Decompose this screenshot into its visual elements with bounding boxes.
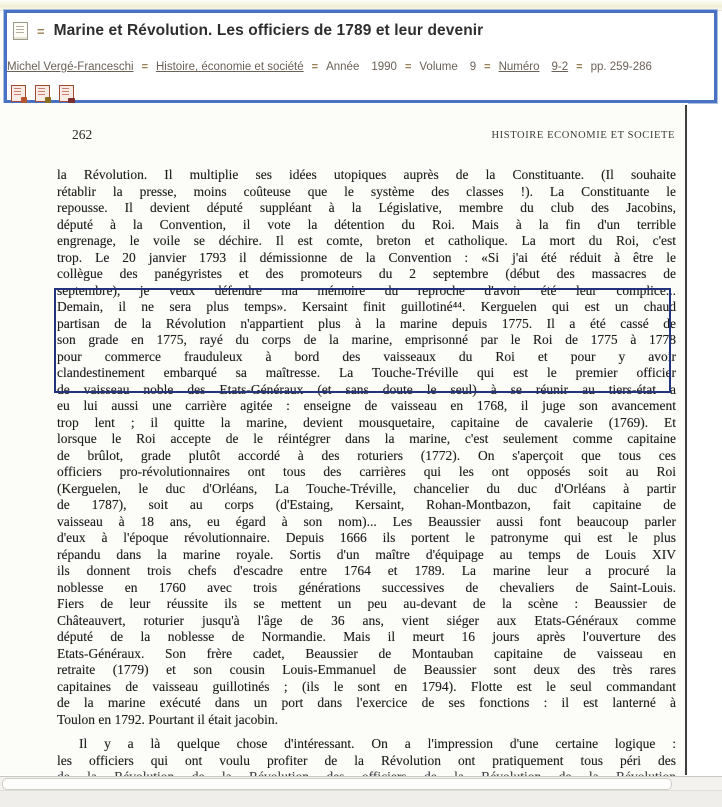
- scan-text-line: Il y a là quelque chose d'intéressant. On a l'impression d'une certaine logique :: [79, 736, 676, 751]
- scan-text-line: (Kerguelen, le duc d'Orléans, La Touche-Tréville, chancelier du duc d'Orléans à partir: [57, 480, 676, 496]
- scan-text-line: retraite (1779) et son cousin Louis-Emmanuel de Beaussier sont deux des très rares: [57, 662, 676, 677]
- horizontal-scrollbar[interactable]: [0, 776, 722, 790]
- scan-text-line: Châteauvert, roturier jusqu'à l'âge de 36 ans, vient siéger aux Etats-Généraux comme: [57, 612, 676, 628]
- article-header-card: [4, 10, 717, 103]
- scan-text-line: vaisseau à 18 ans, eu égard à son nom)... Les Beaussier aussi font beaucoup parler: [57, 513, 676, 529]
- separator-icon: =: [141, 61, 148, 73]
- scan-text-line: de 1787), soit au corps (d'Estaing, Kersaint, Rohan-Montbazon, fait capitaine de: [57, 497, 676, 512]
- scan-text-line: noblesse en 1760 avec trois générations successives de chevaliers de Saint-Louis.: [57, 579, 676, 595]
- pdf-icon[interactable]: [59, 85, 74, 102]
- scan-text-line: collègue des panégyristes et des promoteurs du 2 septembre (début des massacres de: [57, 266, 676, 281]
- issue-label: Numéro: [498, 61, 540, 73]
- separator-icon: =: [576, 61, 583, 73]
- scan-text-line: trop lent ; il quitte la marine, devient mousquetaire, capitaine de cavalerie (1769). Et: [57, 414, 676, 430]
- scan-body-text: [57, 167, 676, 775]
- scan-text-line: officiers pro-révolutionnaires ont tous des carrières qui les ont opposés soit au Roi: [57, 464, 676, 479]
- document-icon: [13, 22, 28, 40]
- scan-text-line: partisan de la Révolution n'appartient plus à la marine depuis 1775. Il a été cassé de: [57, 315, 676, 331]
- scan-text-line: député à la Convention, il vote la détention du Roi. Mais à la fin d'un terrible: [57, 216, 676, 232]
- separator-icon: =: [37, 23, 45, 39]
- year-field: [326, 61, 397, 73]
- running-header: HISTOIRE ECONOMIE ET SOCIETE: [491, 130, 675, 141]
- cite-icon[interactable]: [11, 85, 26, 102]
- scanned-page: [0, 103, 688, 775]
- metadata-row: [7, 61, 712, 73]
- volume-value: 9: [469, 61, 477, 73]
- year-label: Année: [326, 61, 360, 73]
- paragraph-1: [57, 167, 676, 712]
- scan-text-line: repousse. Il devient député suppléant à la Législative, membre du club des Jacobins,: [57, 200, 676, 215]
- pages-range: pp. 259-286: [590, 61, 652, 73]
- page-number: 262: [72, 127, 93, 142]
- author-link[interactable]: Michel Vergé-Franceschi: [7, 61, 134, 73]
- scan-text-line: ils donnent trois chefs d'escadre entre 1764 et 1789. La marine leur a procuré la: [57, 563, 676, 578]
- scan-text-line: rétablir la presse, moins coûteuse que le système des classes !). La Constituante le: [57, 183, 676, 199]
- scan-text-line: les officiers qui ont voulu profiter de la Révolution ont pratiquement tous péri des: [57, 752, 676, 768]
- volume-field: [419, 61, 476, 73]
- horizontal-scrollbar-thumb[interactable]: [2, 778, 672, 790]
- bottom-gray-strip: [0, 790, 722, 807]
- separator-icon: =: [404, 61, 412, 73]
- separator-icon: =: [484, 61, 491, 73]
- year-value: 1990: [371, 61, 397, 73]
- volume-label: Volume: [419, 61, 458, 73]
- action-icons-row: [11, 85, 74, 102]
- scan-text-line: député de la noblesse de Normandie. Mais il meurt 16 jours après l'ouverture des: [57, 629, 676, 644]
- scan-text-line: trop. Le 20 janvier 1793 il démissionne de la Convention : «Si j'ai été réduit à être le: [57, 249, 676, 265]
- scan-text-line: septembre), je veux défendre ma mémoire du reproche d'avoir été leur complice...: [57, 282, 676, 298]
- scan-text-line: Etats-Généraux. Son frère cadet, Beaussier de Montauban capitaine de vaisseau en: [57, 645, 676, 661]
- journal-link[interactable]: Histoire, économie et société: [156, 61, 304, 73]
- scan-edge-line: [685, 105, 687, 775]
- export-icon[interactable]: [35, 85, 50, 102]
- scan-text-line: Toulon en 1792. Pourtant il était jacobin.: [57, 711, 279, 727]
- scan-text-line: de vaisseau noble des Etats-Généraux (et sans doute le seul) à se réunir au tiers-état a: [57, 381, 676, 397]
- scan-text-line: lorsque le Roi accepte de le réintégrer dans la marine, c'est seulement comme capitaine: [57, 431, 676, 446]
- article-title: Marine et Révolution. Les officiers de 1789 et leur devenir: [53, 22, 484, 39]
- scan-text-line: clandestinement embarqué sa maîtresse. La Touche-Tréville qui est le premier officier: [57, 365, 676, 380]
- scan-text-line: son grade en 1775, rayé du corps de la marine, emprisonné par le Roi de 1775 à 1778: [57, 332, 676, 347]
- scan-text-line: Demain, il ne sera plus temps». Kersaint finit guillotiné⁴⁴. Kerguelen qui est un chaud: [57, 299, 676, 314]
- scan-text-line: capitaines de vaisseau guillotinés ; (ils le sont en 1794). Flotte est le seul commandant: [57, 678, 676, 694]
- issue-value: 9-2: [551, 61, 569, 73]
- scan-text-line: d'eux à l'époque révolutionnaire. Depuis 1666 ils portent le patronyme qui est le plus: [57, 530, 676, 545]
- scan-text-line: de brûlot, grade plutôt accordé à des roturiers (1772). On s'aperçoit que tous ces: [57, 447, 676, 463]
- separator-icon: =: [311, 61, 319, 73]
- selection-rectangle: [54, 288, 671, 393]
- scan-text-line: Fiers de leur réussite ils se mettent un peu au-devant de la scène : Beaussier de: [57, 596, 676, 611]
- title-row: [13, 22, 483, 40]
- scan-text-line: pour commerce frauduleux à bord des vaisseaux du Roi et pour y avoir: [57, 348, 676, 364]
- scan-text-line: engrenage, le voile se déchire. Il est comte, breton et catholique. La mort du Roi, c'est: [57, 233, 676, 248]
- issue-link[interactable]: [499, 61, 569, 73]
- scan-text-line: la Révolution. Il multiplie ses idées utopiques auprès de la Constituante. (Il souhaite: [57, 167, 676, 182]
- scan-text-line: eu lui aussi une carrière agitée : enseigne de vaisseau en 1768, il juge son avancement: [57, 398, 676, 413]
- scan-text-line: répandu dans la marine royale. Sortis d'un maître d'équipage au temps de Louis XIV: [57, 546, 676, 562]
- scan-text-line: de la marine exécuté dans un port dans l'exercice de ses fonctions : il est lanterné à: [57, 695, 676, 710]
